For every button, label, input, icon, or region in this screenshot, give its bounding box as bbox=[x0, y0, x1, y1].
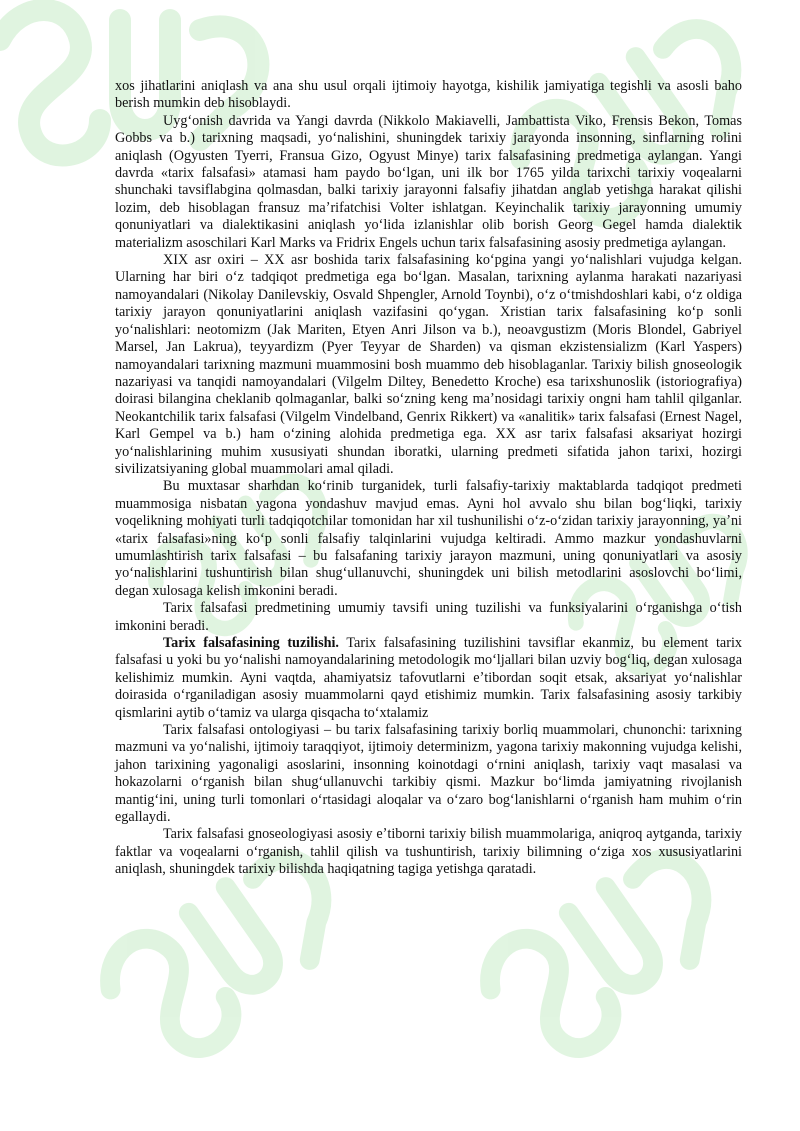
paragraph-text: XIX asr oxiri – XX asr boshida tarix falsafasining koʻpgina yangi yoʻnalishlari vujudga kelgan. Ularning har biri oʻz tadqiqot predmetiga ega boʻlgan. Masalan, tarixning aylanma harakati nazariyasi namoyandalari (Nikolay Danilevskiy, Osvald Shpengler, Arnold Toynbi), oʻz oʻtmishdoshlari kabi, oʻz oldiga tarixiy jarayon qonuniyatlarini aniqlash vazifasini qoʻygan. Xristian tarix falsafasining koʻp sonli yoʻnalishlari: neotomizm (Jak Mariten, Etyen Anri Jilson va b.), neoavgustizm (Moris Blondel, Gabriyel Marsel, Jan Lakrua), teyyardizm (Pyer Teyyar de Sharden) va qisman ekzistensializm (Karl Yaspers) namoyandalari tarixning mazmuni muammosini bosh muammo deb hisoblaganlar. Tarixiy bilish gnoseologik nazariyasi va tanqidi namoyandalari (Vilgelm Diltey, Benedetto Kroche) esa tarixshunoslik (istoriografiya) doirasi bilangina cheklanib qolmaganlar, balki soʻzning keng maʼnosidagi tarixiy ongni ham tahlil qilganlar. Neokantchilik tarix falsafasi (Vilgelm Vindelband, Genrix Rikkert) va «analitik» tarix falsafasi (Ernest Nagel, Karl Gempel va b.) ham oʻzining alohida predmetiga ega. XX asr tarix falsafasi aksariyat hozirgi yoʻnalishlarining muhim xususiyati shundan iboratki, ularning predmeti sifatida jahon tarixi, hozirgi sivilizatsiyaning global muammolari amal qiladi. bbox=[115, 252, 742, 477]
paragraph bbox=[115, 635, 742, 722]
paragraph bbox=[115, 722, 742, 826]
document-body bbox=[115, 78, 742, 879]
paragraph bbox=[115, 252, 742, 478]
paragraph bbox=[115, 113, 742, 252]
paragraph-text: xos jihatlarini aniqlash va ana shu usul orqali ijtimoiy hayotga, kishilik jamiyatiga tegishli va asosli baho berish mumkin deb hisoblaydi. bbox=[115, 78, 742, 112]
paragraph bbox=[115, 478, 742, 600]
paragraph-text: Bu muxtasar sharhdan koʻrinib turganidek, turli falsafiy-tarixiy maktablarda tadqiqot predmeti muammosiga nisbatan yagona yondashuv mavjud emas. Ayni hol avvalo shu bilan bogʻliqki, tarixiy voqelikning mohiyati turli tadqiqotchilar tomonidan har xil tushunilishi oʻz-oʻzidan tarixiy jarayonning, yaʼni «tarix falsafasi»ning koʻp sonli falsafiy talqinlarini vujudga keltiradi. Ammo mazkur yondashuvlarni umumlashtirish tarix falsafasi – bu falsafaning tarixiy jarayon mazmuni, uning qonuniyatlari va asosiy yoʻnalishlarini tushuntirish bilan shugʻullanuvchi, shuningdek uni bilish metodlarini asoslovchi boʻlimi, degan xulosaga kelish imkonini beradi. bbox=[115, 478, 742, 599]
paragraph-text: Tarix falsafasi predmetining umumiy tavsifi uning tuzilishi va funksiyalarini oʻrganishga oʻtish imkonini beradi. bbox=[115, 600, 742, 634]
section-heading: Tarix falsafasining tuzilishi. bbox=[163, 635, 339, 651]
paragraph-text: Uygʻonish davrida va Yangi davrda (Nikkolo Makiavelli, Jambattista Viko, Frensis Bekon, Tomas Gobbs va b.) tarixning maqsadi, yoʻnalishini, shuningdek tarixiy jarayonda insonning, sinflarning rolini aniqlash (Ogyusten Tyerri, Fransua Gizo, Ogyust Minye) tarix falsafasining predmetiga aylangan. Yangi davrda «tarix falsafasi» atamasi ham paydo boʻlgan, uni ilk bor 1765 yilda tarixchi tarixiy voqealarni shunchaki tavsiflabgina qolmasdan, balki tarixiy jarayonni falsafiy jihatdan anglab yetishga harakat qilishi lozim, deb hisoblagan fransuz maʼrifatchisi Volter ishlatgan. Keyinchalik tarixiy jarayonning umumiy qonuniyatlari va dialektikasini aniqlash yoʻlida izlanishlar olib borish Georg Gegel hamda dialektik materializm asoschilari Karl Marks va Fridrix Engels uchun tarix falsafasining asosiy predmetiga aylangan. bbox=[115, 112, 742, 251]
paragraph bbox=[115, 600, 742, 635]
paragraph-text: Tarix falsafasining tuzilishini tavsiflar ekanmiz, bu element tarix falsafasi u yoki bu yoʻnalishi namoyandalarining metodologik moʻljallari bilan uzviy bogʻliq, degan xulosaga kelishimiz mumkin. Ayni vaqtda, ahamiyatsiz tafovutlarni eʼtibordan soqit etsak, aksariyat yoʻnalishlar doirasida oʻrganiladigan asosiy muammolarni qayd etishimiz mumkin. Tarix falsafasining asosiy tarkibiy qismlarini aytib oʻtamiz va ularga qisqacha toʻxtalamiz bbox=[115, 635, 742, 721]
paragraph bbox=[115, 826, 742, 878]
paragraph bbox=[115, 78, 742, 113]
paragraph-text: Tarix falsafasi gnoseologiyasi asosiy eʼtiborni tarixiy bilish muammolariga, aniqroq aytganda, tarixiy faktlar va voqealarni oʻrganish, tahlil qilish va tushuntirish, tarixiy bilimning oʻziga xos xususiyatlarini aniqlash, shuningdek tarixiy bilishda haqiqatning tagiga yetishga qaratadi. bbox=[115, 826, 742, 878]
paragraph-text: Tarix falsafasi ontologiyasi – bu tarix falsafasining tarixiy borliq muammolari, chunonchi: tarixning mazmuni va yoʻnalishi, ijtimoiy taraqqiyot, ijtimoiy determinizm, yagona tarixiy makonning vujudga kelishi, jahon tarixining yagonaligi asoslarini, insonning koinotdagi oʻrnini aniqlash, tarixiy vaqt masalasi va hokazolarni oʻrganish bilan shugʻullanuvchi tarkibiy qismi. Mazkur boʻlimda jamiyatning rivojlanish mantigʻini, uning turli tomonlari oʻrtasidagi aloqalar va oʻzaro bogʻlanishlarni oʻrganish ham muhim oʻrin egallaydi. bbox=[115, 722, 742, 826]
